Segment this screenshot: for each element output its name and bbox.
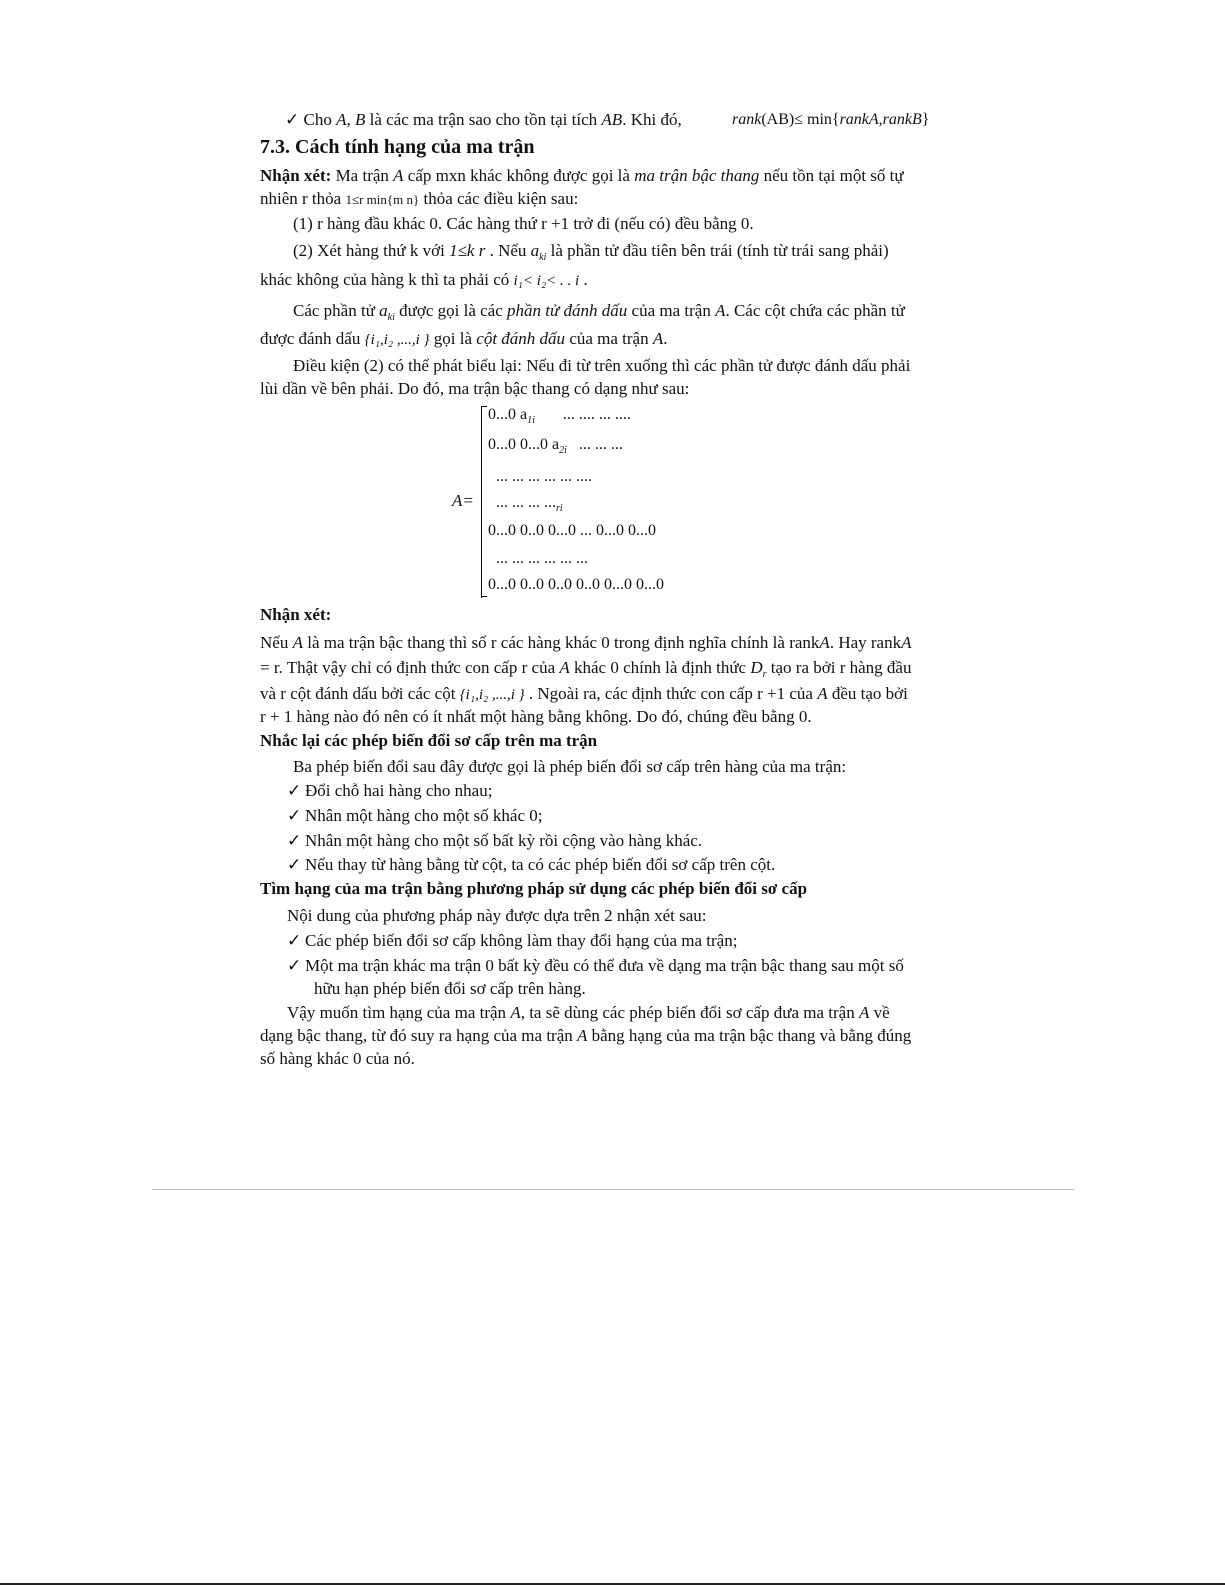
operations-intro: Ba phép biến đổi sau đây được gọi là phép biến đổi sơ cấp trên hàng của ma trận: xyxy=(293,757,847,776)
method-item-continuation: hữu hạn phép biến đổi sơ cấp trên hàng. xyxy=(314,979,586,998)
matrix-row-4: ... ... ... $..._{ri}$ xyxy=(496,494,563,514)
section-title: 7.3. Cách tính hạng của ma trận xyxy=(260,136,535,158)
condition-restate-line2: lùi dần về bên phải. Do đó, ma trận bậc thang có dạng như sau: xyxy=(260,379,690,398)
matrix-row-7: 0...0 0..0 0..0 0..0 0...0 0...0 xyxy=(488,576,664,593)
condition-2-line2: khác không của hàng k thì ta phải có i₁< i₂< . . i . xyxy=(260,270,588,289)
rank-inequality-formula: rank(AB)≤ min{rankA,rankB} xyxy=(732,111,930,128)
matrix-row-6: ... ... ... ... ... ... xyxy=(496,550,588,567)
operation-item: ✓ Nhân một hàng cho một số khác 0; xyxy=(287,806,543,825)
operation-item: ✓ Đổi chỗ hai hàng cho nhau; xyxy=(287,781,493,800)
method-item: ✓ Một ma trận khác ma trận 0 bất kỳ đều có thể đưa về dạng ma trận bậc thang sau một số xyxy=(287,956,904,975)
check-icon: ✓ xyxy=(287,855,302,874)
marked-elements-line2: được đánh dấu {i₁,i₂ ,...,i } gọi là cột đánh dấu của ma trận A. xyxy=(260,329,668,348)
remark2-line4: r + 1 hàng nào đó nên có ít nhất một hàng bằng không. Do đó, chúng đều bằng 0. xyxy=(260,707,812,726)
remark1-line2: nhiên r thỏa 1≤r min{m n} thỏa các điều kiện sau: xyxy=(260,189,579,208)
conclusion-line2: dạng bậc thang, từ đó suy ra hạng của ma trận A bằng hạng của ma trận bậc thang và bằng đúng xyxy=(260,1026,912,1045)
condition-2-line1: (2) Xét hàng thứ k với 1≤k r . Nếu $a_{ki}$ là phần tử đầu tiên bên trái (tính từ trái sang phải) xyxy=(293,241,889,263)
page-divider xyxy=(152,1189,1074,1190)
matrix-left-bracket xyxy=(481,406,482,598)
remark2-line2: = r. Thật vậy chỉ có định thức con cấp r của A khác 0 chính là định thức $D_r$ tạo ra bởi r hàng đầu xyxy=(260,658,912,680)
check-icon: ✓ xyxy=(285,110,300,129)
operation-item: ✓ Nhân một hàng cho một số bất kỳ rồi cộng vào hàng khác. xyxy=(287,831,703,850)
matrix-lhs: A= xyxy=(452,491,474,510)
remark2-line3: và r cột đánh dấu bởi các cột {i₁,i₂ ,...,i } . Ngoài ra, các định thức con cấp r +1 của A đều tạo bởi xyxy=(260,684,908,703)
matrix-row-1: 0...0 $a_{1i}$ ... .... ... .... xyxy=(488,406,631,426)
method-item: ✓ Các phép biến đổi sơ cấp không làm thay đổi hạng của ma trận; xyxy=(287,931,738,950)
matrix-row-2: 0...0 0...0 $a_{2i}$ ... ... ... xyxy=(488,436,623,456)
check-icon: ✓ xyxy=(287,956,302,975)
remark2-line1: Nếu A là ma trận bậc thang thì số r các hàng khác 0 trong định nghĩa chính là rankA. Hay rankA xyxy=(260,633,912,652)
condition-1: (1) r hàng đầu khác 0. Các hàng thứ r +1 trở đi (nếu có) đều bằng 0. xyxy=(293,214,754,233)
remark1-line1: Nhận xét: Ma trận A cấp mxn khác không được gọi là ma trận bậc thang nếu tồn tại một số tự xyxy=(260,166,904,185)
remark2-label: Nhận xét: xyxy=(260,605,332,624)
method-intro: Nội dung của phương pháp này được dựa trên 2 nhận xét sau: xyxy=(287,906,707,925)
rank-product-line: ✓ Cho A, B là các ma trận sao cho tồn tại tích AB. Khi đó, xyxy=(285,110,682,129)
rank-range-condition: 1≤r min{m n} xyxy=(345,192,420,207)
conclusion-line3: số hàng khác 0 của nó. xyxy=(260,1049,415,1068)
check-icon: ✓ xyxy=(287,931,302,950)
matrix-row-5: 0...0 0..0 0...0 ... 0...0 0...0 xyxy=(488,522,656,539)
heading-elementary-operations: Nhắc lại các phép biến đổi sơ cấp trên ma trận xyxy=(260,731,598,750)
check-icon: ✓ xyxy=(287,831,302,850)
check-icon: ✓ xyxy=(287,781,302,800)
condition-restate-line1: Điều kiện (2) có thể phát biểu lại: Nếu đi từ trên xuống thì các phần tử được đánh dấu phải xyxy=(293,356,911,375)
matrix-row-3: ... ... ... ... ... .... xyxy=(496,468,592,485)
heading-rank-method: Tìm hạng của ma trận bằng phương pháp sử dụng các phép biến đổi sơ cấp xyxy=(260,879,808,898)
conclusion-line1: Vậy muốn tìm hạng của ma trận A, ta sẽ dùng các phép biến đổi sơ cấp đưa ma trận A về xyxy=(287,1003,890,1022)
operation-item: ✓ Nếu thay từ hàng bằng từ cột, ta có các phép biến đổi sơ cấp trên cột. xyxy=(287,855,776,874)
check-icon: ✓ xyxy=(287,806,302,825)
marked-elements-line1: Các phần tử $a_{ki}$ được gọi là các phần tử đánh dấu của ma trận A. Các cột chứa các phần tử xyxy=(293,301,905,323)
